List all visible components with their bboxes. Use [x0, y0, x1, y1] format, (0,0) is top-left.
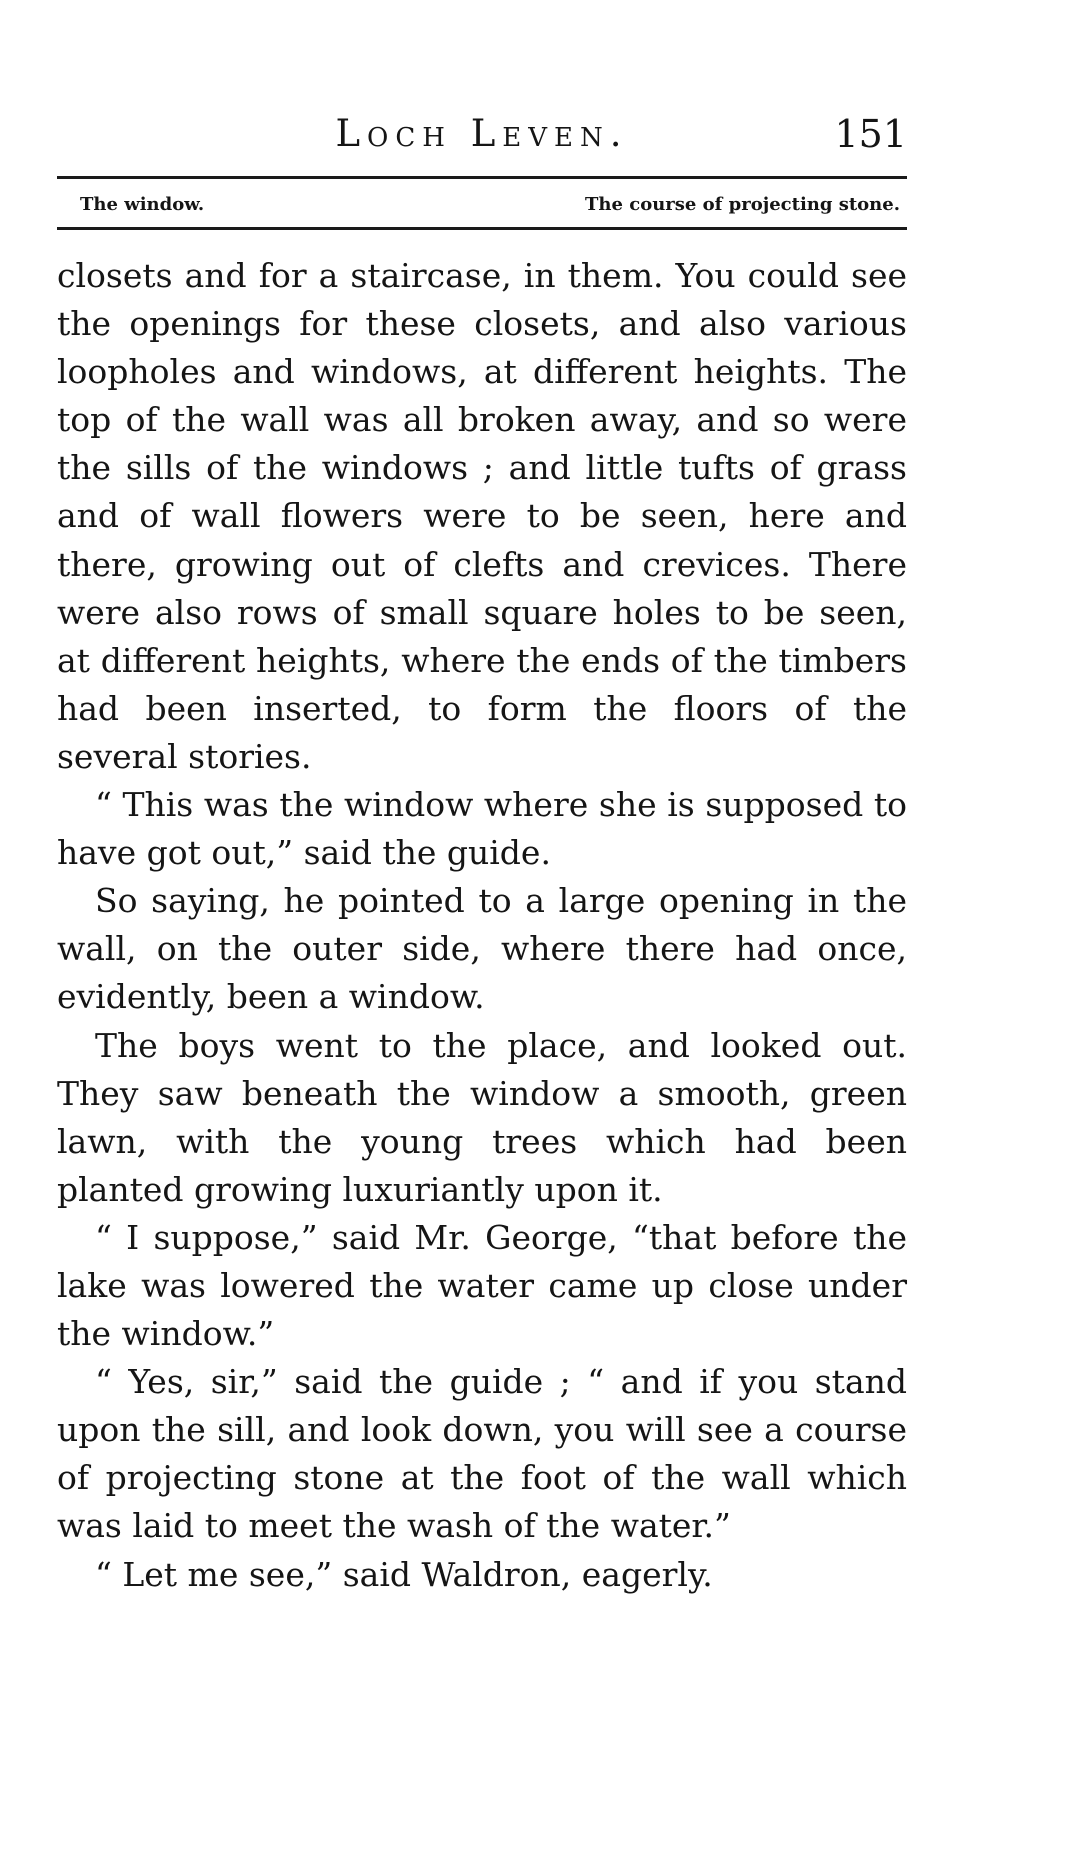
running-head — [57, 108, 907, 160]
side-notes — [80, 190, 900, 220]
paragraph: So saying, he pointed to a large opening in the wall, on the outer side, where there had once, evidently, been a window. — [57, 881, 907, 1017]
paragraph: “ This was the window where she is supposed to have got out,” said the guide. — [57, 785, 907, 873]
body-text — [57, 252, 907, 1599]
paragraph: “ I suppose,” said Mr. George, “that before the lake was lowered the water came up close under the window.” — [57, 1217, 907, 1354]
header-rule-bottom — [57, 227, 907, 230]
paragraph: The boys went to the place, and looked out. They saw beneath the window a smooth, green lawn, with the young trees which had been planted growing luxuriantly upon it. — [57, 1025, 907, 1209]
side-note-left: The window. — [80, 194, 205, 215]
running-title: Loch Leven. — [335, 112, 629, 155]
page-number: 151 — [834, 112, 907, 156]
paragraph: “ Yes, sir,” said the guide ; “ and if you stand upon the sill, and look down, you will see a course of projecting stone at the foot of the wall which was laid to meet the wash of the water.” — [57, 1362, 907, 1546]
header-rule-top — [57, 176, 907, 179]
paragraph: “ Let me see,” said Waldron, eagerly. — [95, 1554, 713, 1594]
side-note-right: The course of projecting stone. — [585, 194, 900, 215]
paragraph: closets and for a staircase, in them. You could see the openings for these closets, and also various loopholes and windows, at different heights. The top of the wall was all broken away, and so were the sills of the windows ; and little tufts of grass and of wall flowers were to be seen, here and there, growing out of clefts and crevices. There were also rows of small square holes to be seen, at different heights, where the ends of the timbers had been inserted, to form the floors of the several stories. — [57, 256, 907, 776]
